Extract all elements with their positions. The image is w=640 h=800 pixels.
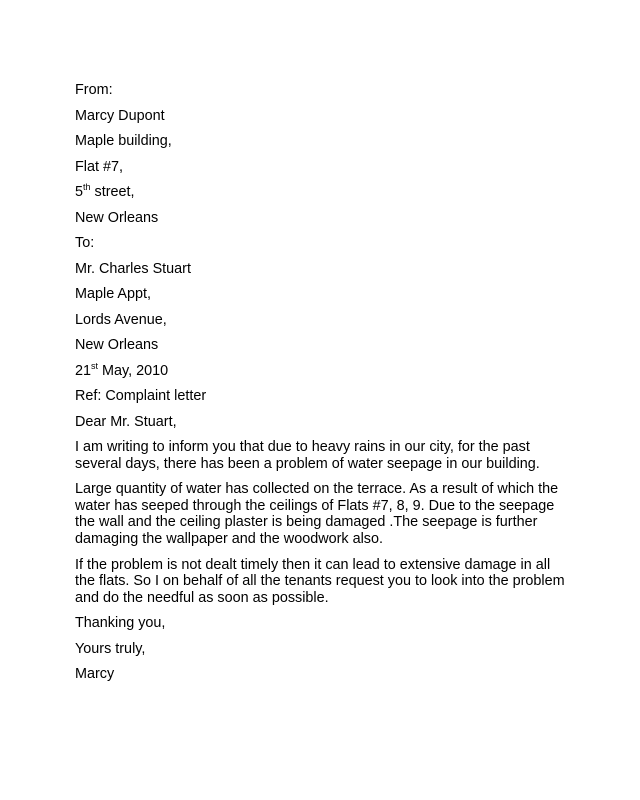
sender-flat: Flat #7,	[75, 158, 123, 175]
sender-street-number: 5	[75, 184, 84, 200]
sender-street-suffix: th	[83, 182, 91, 193]
body-paragraph-2: Large quantity of water has collected on the terrace. As a result of which the water has seeped through the ceilings of Flats #7, 8, 9. Due to the seepage the wall and the ceiling plaster is being damaged .The seepage is further damaging the wallpaper and the woodwork also.	[75, 481, 559, 547]
signature: Marcy	[75, 666, 115, 683]
reference-line: Ref: Complaint letter	[75, 388, 207, 404]
sender-building: Maple building,	[75, 133, 172, 149]
to-label: To:	[75, 235, 95, 251]
recipient-city: New Orleans	[75, 337, 159, 353]
sender-street	[75, 184, 565, 201]
date-rest: May, 2010	[98, 362, 169, 379]
recipient-name: Mr. Charles Stuart	[75, 260, 191, 277]
sender-city: New Orleans	[75, 209, 159, 226]
recipient-building: Maple Appt,	[75, 286, 152, 302]
closing-thanks: Thanking you,	[75, 615, 166, 632]
letter-page	[75, 82, 565, 692]
recipient-avenue: Lords Avenue,	[75, 311, 167, 328]
closing: Yours truly,	[75, 640, 146, 657]
body-paragraph-3: If the problem is not dealt timely then it can lead to extensive damage in all the flats. So I on behalf of all the tenants request you to look into the problem and do the needful as soon as possible.	[75, 556, 565, 606]
from-label: From:	[75, 82, 113, 98]
sender-name: Marcy Dupont	[75, 107, 165, 124]
sender-street-text: street,	[90, 184, 135, 200]
letter-date	[75, 360, 565, 380]
salutation: Dear Mr. Stuart,	[75, 413, 177, 430]
date-day-suffix: st	[91, 360, 99, 371]
date-day: 21	[75, 362, 92, 379]
body-paragraph-1: I am writing to inform you that due to heavy rains in our city, for the past several days, there has been a problem of water seepage in our building.	[75, 439, 540, 472]
